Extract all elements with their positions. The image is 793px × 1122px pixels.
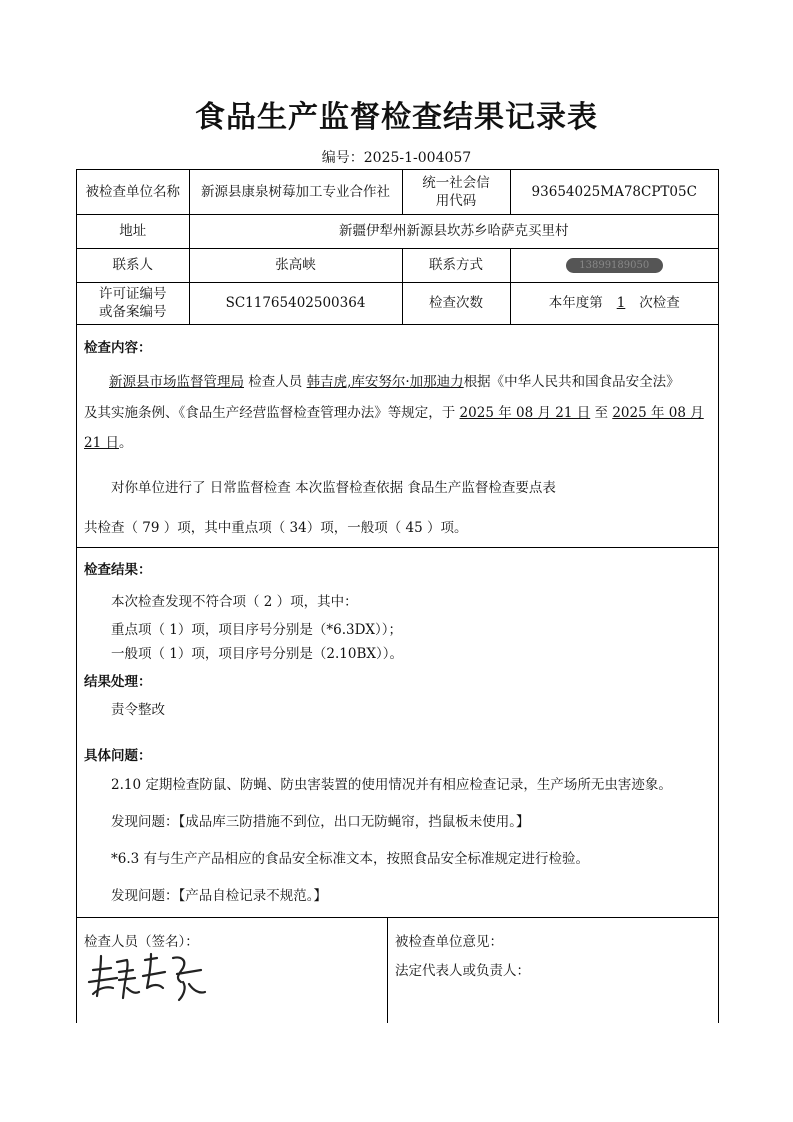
inspection-type-line: 对你单位进行了 日常监督检查 本次监督检查依据 食品生产监督检查要点表 [111,480,556,496]
found-issue-1: 发现问题：【成品库三防措施不到位，出口无防蝇帘，挡鼠板未使用。】 [111,814,530,830]
inspector-names: 韩吉虎,库安努尔·加那迪力 [306,374,464,390]
content-line-1 [109,370,680,390]
unit-name-label: 被检查单位名称 [77,170,189,214]
date-start: 2025 年 08 月 21 日 [459,405,591,421]
address-value: 新疆伊犁州新源县坎苏乡哈萨克买里村 [189,214,718,248]
period: 。 [118,435,133,451]
found-issue-2: 发现问题：【产品自检记录不规范。】 [111,888,327,904]
license-label-line1: 许可证编号 [99,286,167,302]
credit-code-label [402,170,510,214]
divider [77,917,718,918]
content-line-2 [84,401,704,421]
issue-2: *6.3 有与生产产品相应的食品安全标准文本，按照食品安全标准规定进行检验。 [111,851,590,867]
page-title: 食品生产监督检查结果记录表 [195,100,598,135]
issue-1: 2.10 定期检查防鼠、防蝇、防虫害装置的使用情况并有相应检查记录，生产场所无虫害迹象。 [111,777,672,793]
inspection-count-value [510,282,718,324]
content-line-3 [84,431,132,451]
unit-name-value: 新源县康泉树莓加工专业合作社 [189,170,402,214]
inspector-signature [83,948,213,1008]
date-end-day: 21 日 [84,435,119,451]
divider [77,547,718,548]
unit-opinion-label: 被检查单位意见： [395,934,503,950]
regulation-text: 及其实施条例、《食品生产经营监督检查管理办法》等规定，于 [84,405,460,421]
credit-code-value: 93654025MA78CPT05C [510,170,718,214]
inspector-sign-label: 检查人员（签名）： [84,934,199,950]
phone-cell [510,248,718,282]
count-prefix: 本年度第 [548,295,603,311]
result-summary: 本次检查发现不符合项（ 2 ）项，其中： [111,594,358,610]
phone-label: 联系方式 [402,248,510,282]
legal-basis: 根据《中华人民共和国食品安全法》 [463,374,680,390]
date-end: 2025 年 08 月 [612,405,704,421]
result-heading: 检查结果： [84,562,152,578]
contact-label: 联系人 [77,248,189,282]
license-value: SC11765402500364 [189,282,402,324]
inspector-label: 检查人员 [244,374,307,390]
general-items-line: 一般项（ 1）项，项目序号分别是（2.10BX））。 [111,646,403,662]
count-suffix: 次检查 [639,295,680,311]
contact-value: 张高峡 [189,248,402,282]
handling-heading: 结果处理： [84,674,152,690]
legal-rep-label: 法定代表人或负责人： [395,963,530,979]
credit-code-label-text: 统一社会信用代码 [422,174,490,209]
content-heading: 检查内容： [84,340,152,356]
license-label-line2: 或备案编号 [99,304,167,320]
unit-info-table [77,170,718,325]
phone-value-redacted: 13899189050 [566,258,663,273]
license-label [77,282,189,324]
key-items-line: 重点项（ 1）项，项目序号分别是（*6.3DX））； [111,622,403,638]
serial-number: 编号：2025-1-004057 [321,150,472,166]
signature-divider [387,917,388,1023]
address-label: 地址 [77,214,189,248]
count-number: 1 [616,295,626,311]
item-count-line: 共检查（ 79 ）项，其中重点项（ 34）项，一般项（ 45 ）项。 [84,520,468,536]
inspection-form [76,169,719,1023]
handling-value: 责令整改 [111,702,165,718]
inspection-count-label: 检查次数 [402,282,510,324]
issues-heading: 具体问题： [84,748,152,764]
agency-name: 新源县市场监督管理局 [109,374,244,390]
to-text: 至 [590,405,613,421]
